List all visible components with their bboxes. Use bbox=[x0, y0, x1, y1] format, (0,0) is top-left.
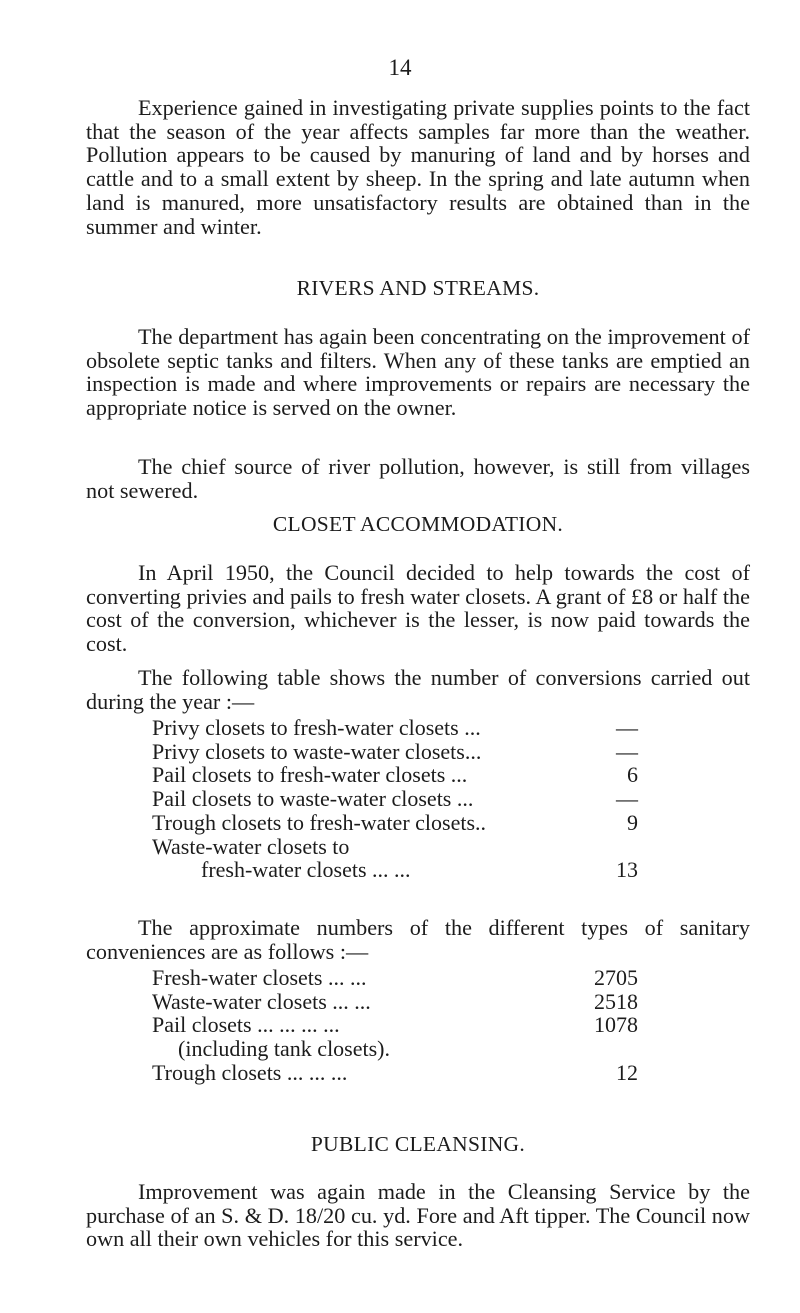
heading-public-cleansing: PUBLIC CLEANSING. bbox=[310, 1132, 526, 1156]
paragraph-river-pollution: The chief source of river pollution, however, is still from villages not sewered. bbox=[86, 454, 750, 503]
row-label: (including tank closets). bbox=[178, 1036, 391, 1062]
paragraph-conveniences-intro: The approximate numbers of the different types of sanitary conveniences are as follows :— bbox=[86, 915, 750, 964]
row-value: 6 bbox=[627, 762, 638, 788]
row-label: Pail closets ... ... ... ... bbox=[152, 1012, 340, 1038]
table-row bbox=[152, 835, 638, 859]
page-number: 14 bbox=[388, 55, 412, 80]
table-row bbox=[152, 716, 638, 740]
table-row bbox=[152, 990, 638, 1014]
table-row bbox=[152, 1061, 638, 1085]
table-row bbox=[152, 763, 638, 787]
row-value: — bbox=[616, 738, 638, 764]
table-row bbox=[152, 740, 638, 764]
row-value: 2705 bbox=[594, 965, 638, 990]
table-row bbox=[152, 966, 638, 990]
table-row bbox=[152, 1037, 638, 1061]
table-row bbox=[152, 858, 638, 882]
row-value: 1078 bbox=[594, 1012, 638, 1038]
row-label: Waste-water closets to bbox=[152, 833, 350, 859]
conveniences-table bbox=[152, 966, 638, 1085]
row-value bbox=[592, 835, 638, 859]
heading-closet-accommodation: CLOSET ACCOMMODATION. bbox=[272, 512, 564, 536]
paragraph-septic-tanks: The department has again been concentrating on the improvement of obsolete septic tanks and filters. When any of these tanks are emptied an inspection is made and where improvements or repairs are necessary the appropriate notice is served on the owner. bbox=[86, 324, 750, 421]
table-row bbox=[152, 811, 638, 835]
row-label: Waste-water closets ... ... bbox=[152, 988, 371, 1014]
row-label: Trough closets ... ... ... bbox=[152, 1059, 348, 1085]
paragraph-conversions-intro: The following table shows the number of conversions carried out during the year :— bbox=[86, 665, 750, 714]
row-label: Privy closets to waste-water closets... bbox=[152, 738, 482, 764]
row-value: 2518 bbox=[594, 988, 638, 1014]
conversions-table bbox=[152, 716, 638, 882]
row-value: — bbox=[616, 786, 638, 812]
table-row bbox=[152, 787, 638, 811]
table-row bbox=[152, 1013, 638, 1037]
row-value: 13 bbox=[616, 857, 638, 883]
heading-rivers-and-streams: RIVERS AND STREAMS. bbox=[296, 276, 540, 300]
row-label: Fresh-water closets ... ... bbox=[152, 965, 367, 990]
row-value: 9 bbox=[627, 809, 638, 835]
row-label: Privy closets to fresh-water closets ... bbox=[152, 715, 481, 740]
paragraph-conversion-grant: In April 1950, the Council decided to help towards the cost of converting privies and pails to fresh water closets. A grant of £8 or half the cost of the conversion, whichever is the lesser, is now paid towards the cost. bbox=[86, 560, 750, 657]
row-label: Pail closets to fresh-water closets ... bbox=[152, 762, 468, 788]
row-value: 12 bbox=[616, 1059, 638, 1085]
row-value: — bbox=[616, 715, 638, 740]
paragraph-private-supplies: Experience gained in investigating private supplies points to the fact that the season of the year affects samples far more than the weather. Pollution appears to be caused by manuring of land and by horses and cattle and to a small extent by sheep. In the spring and late autumn when land is manured, more unsatisfactory results are obtained than in the summer and winter. bbox=[86, 95, 750, 239]
row-value bbox=[578, 1037, 638, 1061]
row-label: Trough closets to fresh-water closets.. bbox=[152, 809, 487, 835]
paragraph-cleansing-service: Improvement was again made in the Cleansing Service by the purchase of an S. & D. 18/20 cu. yd. Fore and Aft tipper. The Council now own all their own vehicles for this service. bbox=[86, 1179, 750, 1252]
row-label: fresh-water closets ... ... bbox=[201, 857, 411, 883]
row-label: Pail closets to waste-water closets ... bbox=[152, 786, 474, 812]
